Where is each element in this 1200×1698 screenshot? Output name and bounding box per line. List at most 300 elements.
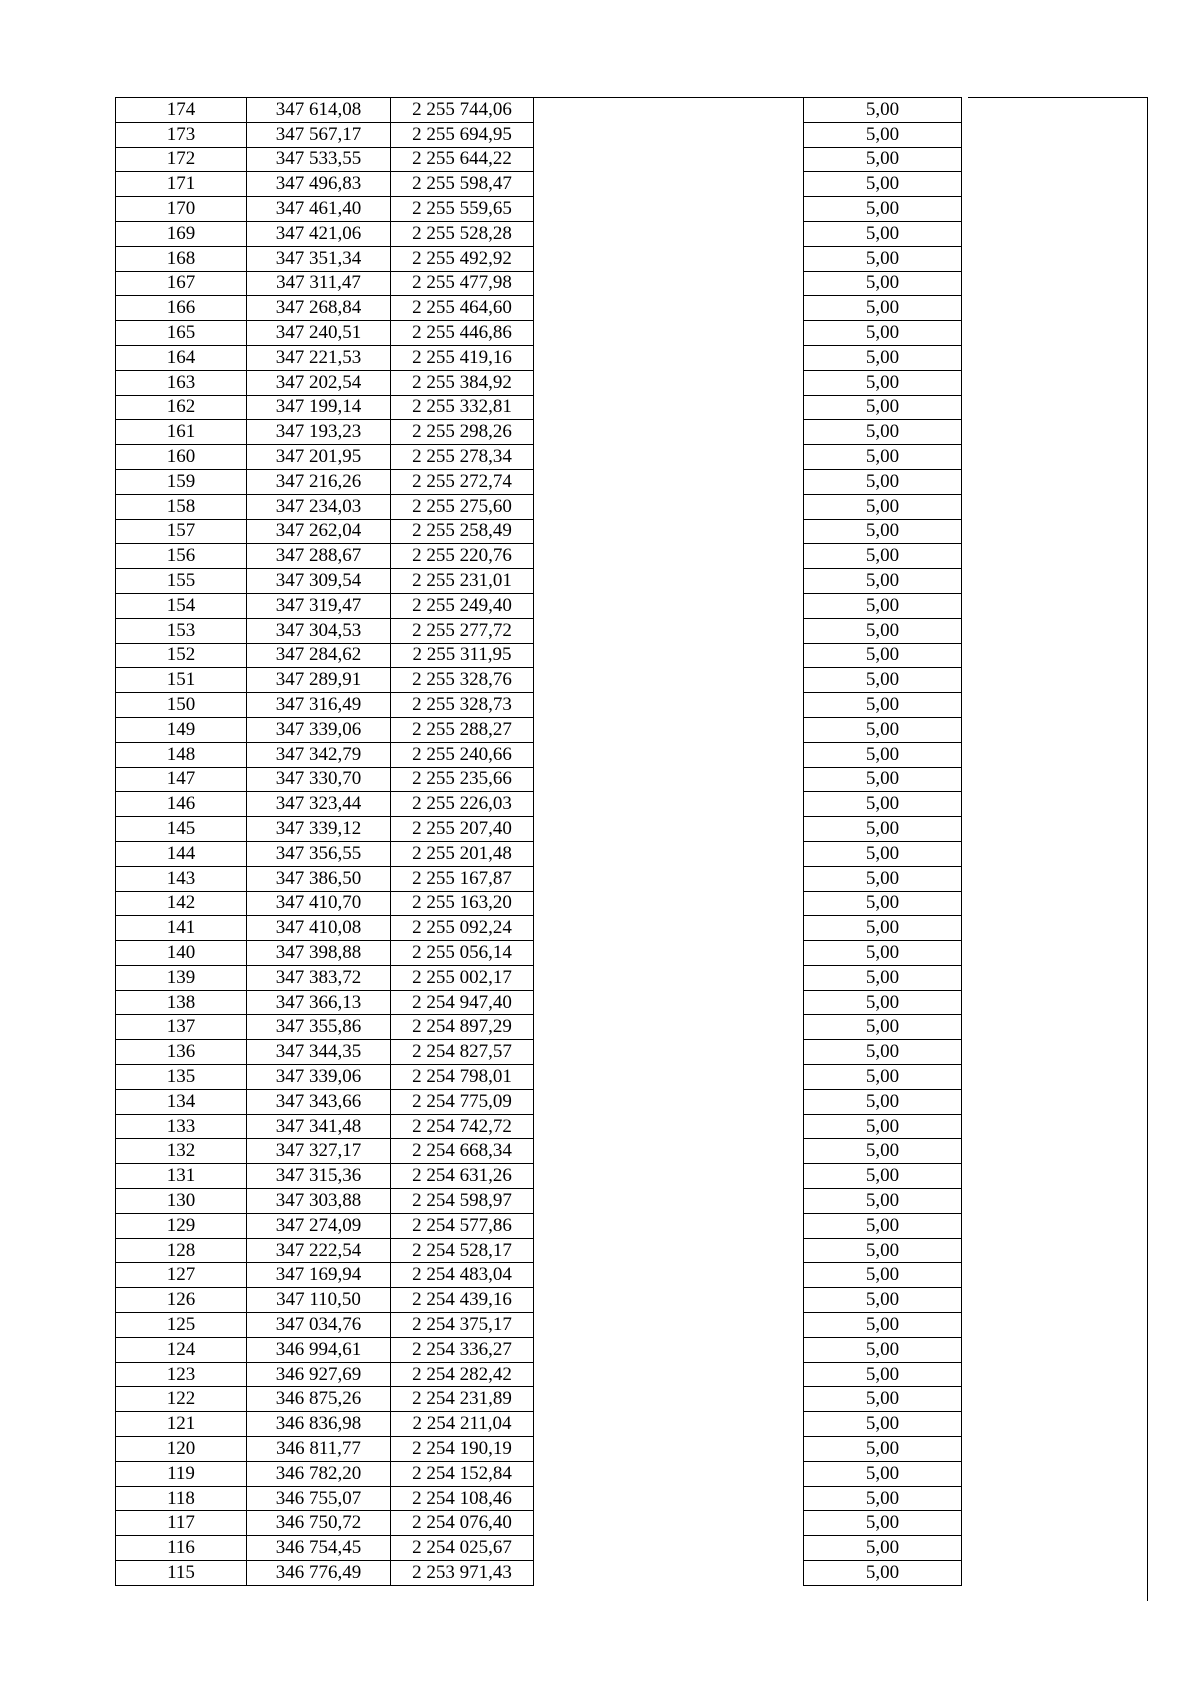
- y-coordinate-cell: 2 255 231,01: [391, 569, 534, 594]
- blank-cell: [962, 1561, 1150, 1586]
- blank-cell: [962, 345, 1150, 370]
- y-coordinate-cell: 2 255 384,92: [391, 370, 534, 395]
- blank-cell: [962, 98, 1150, 123]
- x-coordinate-cell: 347 268,84: [247, 296, 391, 321]
- table-row: [116, 271, 1150, 296]
- x-coordinate-cell: 347 398,88: [247, 941, 391, 966]
- value-cell: 5,00: [804, 1313, 962, 1338]
- table-row: [116, 841, 1150, 866]
- empty-cell: [534, 1238, 804, 1263]
- y-coordinate-cell: 2 255 235,66: [391, 767, 534, 792]
- y-coordinate-cell: 2 253 971,43: [391, 1561, 534, 1586]
- x-coordinate-cell: 347 288,67: [247, 544, 391, 569]
- point-number-cell: 163: [116, 370, 247, 395]
- blank-cell: [962, 469, 1150, 494]
- x-coordinate-cell: 347 330,70: [247, 767, 391, 792]
- x-coordinate-cell: 346 927,69: [247, 1362, 391, 1387]
- empty-cell: [534, 370, 804, 395]
- table-row: [116, 1387, 1150, 1412]
- value-cell: 5,00: [804, 1213, 962, 1238]
- empty-cell: [534, 792, 804, 817]
- x-coordinate-cell: 347 304,53: [247, 618, 391, 643]
- value-cell: 5,00: [804, 941, 962, 966]
- value-cell: 5,00: [804, 197, 962, 222]
- x-coordinate-cell: 347 356,55: [247, 841, 391, 866]
- x-coordinate-cell: 346 994,61: [247, 1337, 391, 1362]
- x-coordinate-cell: 347 234,03: [247, 494, 391, 519]
- blank-cell: [962, 841, 1150, 866]
- blank-cell: [962, 891, 1150, 916]
- x-coordinate-cell: 347 614,08: [247, 98, 391, 123]
- blank-cell: [962, 1213, 1150, 1238]
- x-coordinate-cell: 347 410,08: [247, 916, 391, 941]
- table-row: [116, 321, 1150, 346]
- blank-cell: [962, 1238, 1150, 1263]
- value-cell: 5,00: [804, 271, 962, 296]
- x-coordinate-cell: 347 289,91: [247, 668, 391, 693]
- value-cell: 5,00: [804, 1437, 962, 1462]
- table-row: [116, 420, 1150, 445]
- empty-cell: [534, 990, 804, 1015]
- point-number-cell: 139: [116, 965, 247, 990]
- x-coordinate-cell: 347 222,54: [247, 1238, 391, 1263]
- table-row: [116, 1065, 1150, 1090]
- x-coordinate-cell: 346 750,72: [247, 1511, 391, 1536]
- table-row: [116, 941, 1150, 966]
- empty-cell: [534, 1362, 804, 1387]
- table-body: [116, 98, 1150, 1586]
- blank-cell: [962, 1089, 1150, 1114]
- empty-cell: [534, 1114, 804, 1139]
- y-coordinate-cell: 2 255 258,49: [391, 519, 534, 544]
- blank-cell: [962, 1288, 1150, 1313]
- y-coordinate-cell: 2 255 226,03: [391, 792, 534, 817]
- y-coordinate-cell: 2 255 328,76: [391, 668, 534, 693]
- point-number-cell: 115: [116, 1561, 247, 1586]
- table-row: [116, 221, 1150, 246]
- empty-cell: [534, 593, 804, 618]
- point-number-cell: 167: [116, 271, 247, 296]
- value-cell: 5,00: [804, 1065, 962, 1090]
- table-row: [116, 1189, 1150, 1214]
- value-cell: 5,00: [804, 792, 962, 817]
- x-coordinate-cell: 347 193,23: [247, 420, 391, 445]
- value-cell: 5,00: [804, 1536, 962, 1561]
- blank-cell: [962, 593, 1150, 618]
- value-cell: 5,00: [804, 1387, 962, 1412]
- value-cell: 5,00: [804, 569, 962, 594]
- point-number-cell: 172: [116, 147, 247, 172]
- empty-cell: [534, 1536, 804, 1561]
- empty-cell: [534, 271, 804, 296]
- point-number-cell: 170: [116, 197, 247, 222]
- table-row: [116, 1536, 1150, 1561]
- value-cell: 5,00: [804, 370, 962, 395]
- empty-cell: [534, 1511, 804, 1536]
- point-number-cell: 119: [116, 1461, 247, 1486]
- table-row: [116, 370, 1150, 395]
- table-row: [116, 1040, 1150, 1065]
- value-cell: 5,00: [804, 445, 962, 470]
- point-number-cell: 142: [116, 891, 247, 916]
- blank-cell: [962, 817, 1150, 842]
- empty-cell: [534, 1040, 804, 1065]
- empty-cell: [534, 1263, 804, 1288]
- y-coordinate-cell: 2 254 577,86: [391, 1213, 534, 1238]
- value-cell: 5,00: [804, 1139, 962, 1164]
- x-coordinate-cell: 346 875,26: [247, 1387, 391, 1412]
- value-cell: 5,00: [804, 742, 962, 767]
- value-cell: 5,00: [804, 618, 962, 643]
- x-coordinate-cell: 347 262,04: [247, 519, 391, 544]
- table-row: [116, 519, 1150, 544]
- blank-cell: [962, 866, 1150, 891]
- x-coordinate-cell: 347 386,50: [247, 866, 391, 891]
- y-coordinate-cell: 2 254 798,01: [391, 1065, 534, 1090]
- blank-cell: [962, 370, 1150, 395]
- table-row: [116, 1486, 1150, 1511]
- y-coordinate-cell: 2 254 076,40: [391, 1511, 534, 1536]
- value-cell: 5,00: [804, 965, 962, 990]
- x-coordinate-cell: 347 366,13: [247, 990, 391, 1015]
- y-coordinate-cell: 2 255 744,06: [391, 98, 534, 123]
- table-row: [116, 98, 1150, 123]
- table-row: [116, 246, 1150, 271]
- point-number-cell: 160: [116, 445, 247, 470]
- blank-cell: [962, 693, 1150, 718]
- table-row: [116, 742, 1150, 767]
- blank-cell: [962, 519, 1150, 544]
- y-coordinate-cell: 2 254 439,16: [391, 1288, 534, 1313]
- y-coordinate-cell: 2 255 277,72: [391, 618, 534, 643]
- value-cell: 5,00: [804, 1412, 962, 1437]
- x-coordinate-cell: 346 776,49: [247, 1561, 391, 1586]
- value-cell: 5,00: [804, 147, 962, 172]
- y-coordinate-cell: 2 255 201,48: [391, 841, 534, 866]
- empty-cell: [534, 494, 804, 519]
- y-coordinate-cell: 2 255 278,34: [391, 445, 534, 470]
- point-number-cell: 151: [116, 668, 247, 693]
- table-row: [116, 197, 1150, 222]
- blank-cell: [962, 618, 1150, 643]
- table-row: [116, 990, 1150, 1015]
- point-number-cell: 125: [116, 1313, 247, 1338]
- point-number-cell: 148: [116, 742, 247, 767]
- table-row: [116, 1114, 1150, 1139]
- point-number-cell: 157: [116, 519, 247, 544]
- table-row: [116, 792, 1150, 817]
- x-coordinate-cell: 347 303,88: [247, 1189, 391, 1214]
- y-coordinate-cell: 2 254 631,26: [391, 1164, 534, 1189]
- empty-cell: [534, 122, 804, 147]
- point-number-cell: 129: [116, 1213, 247, 1238]
- blank-cell: [962, 1015, 1150, 1040]
- point-number-cell: 117: [116, 1511, 247, 1536]
- point-number-cell: 135: [116, 1065, 247, 1090]
- table-row: [116, 445, 1150, 470]
- point-number-cell: 153: [116, 618, 247, 643]
- empty-cell: [534, 246, 804, 271]
- y-coordinate-cell: 2 254 152,84: [391, 1461, 534, 1486]
- table-row: [116, 1511, 1150, 1536]
- table-row: [116, 1263, 1150, 1288]
- blank-cell: [962, 941, 1150, 966]
- empty-cell: [534, 321, 804, 346]
- point-number-cell: 143: [116, 866, 247, 891]
- x-coordinate-cell: 347 274,09: [247, 1213, 391, 1238]
- empty-cell: [534, 172, 804, 197]
- y-coordinate-cell: 2 255 332,81: [391, 395, 534, 420]
- y-coordinate-cell: 2 254 025,67: [391, 1536, 534, 1561]
- value-cell: 5,00: [804, 544, 962, 569]
- point-number-cell: 162: [116, 395, 247, 420]
- y-coordinate-cell: 2 254 775,09: [391, 1089, 534, 1114]
- blank-cell: [962, 246, 1150, 271]
- empty-cell: [534, 965, 804, 990]
- value-cell: 5,00: [804, 420, 962, 445]
- value-cell: 5,00: [804, 246, 962, 271]
- x-coordinate-cell: 346 755,07: [247, 1486, 391, 1511]
- value-cell: 5,00: [804, 1238, 962, 1263]
- point-number-cell: 133: [116, 1114, 247, 1139]
- empty-cell: [534, 296, 804, 321]
- empty-cell: [534, 197, 804, 222]
- table-row: [116, 122, 1150, 147]
- y-coordinate-cell: 2 255 272,74: [391, 469, 534, 494]
- table-row: [116, 593, 1150, 618]
- table-row: [116, 767, 1150, 792]
- y-coordinate-cell: 2 254 598,97: [391, 1189, 534, 1214]
- blank-cell: [962, 296, 1150, 321]
- table-row: [116, 693, 1150, 718]
- x-coordinate-cell: 347 315,36: [247, 1164, 391, 1189]
- y-coordinate-cell: 2 254 282,42: [391, 1362, 534, 1387]
- value-cell: 5,00: [804, 891, 962, 916]
- point-number-cell: 146: [116, 792, 247, 817]
- point-number-cell: 150: [116, 693, 247, 718]
- table-row: [116, 1164, 1150, 1189]
- empty-cell: [534, 1213, 804, 1238]
- table-row: [116, 1337, 1150, 1362]
- empty-cell: [534, 345, 804, 370]
- y-coordinate-cell: 2 255 240,66: [391, 742, 534, 767]
- table-row: [116, 891, 1150, 916]
- point-number-cell: 154: [116, 593, 247, 618]
- value-cell: 5,00: [804, 122, 962, 147]
- value-cell: 5,00: [804, 1561, 962, 1586]
- table-row: [116, 1412, 1150, 1437]
- table-row: [116, 544, 1150, 569]
- y-coordinate-cell: 2 255 220,76: [391, 544, 534, 569]
- table-row: [116, 147, 1150, 172]
- blank-cell: [962, 1164, 1150, 1189]
- x-coordinate-cell: 346 754,45: [247, 1536, 391, 1561]
- y-coordinate-cell: 2 255 644,22: [391, 147, 534, 172]
- y-coordinate-cell: 2 255 446,86: [391, 321, 534, 346]
- blank-cell: [962, 792, 1150, 817]
- y-coordinate-cell: 2 254 528,17: [391, 1238, 534, 1263]
- point-number-cell: 126: [116, 1288, 247, 1313]
- point-number-cell: 127: [116, 1263, 247, 1288]
- y-coordinate-cell: 2 255 464,60: [391, 296, 534, 321]
- table-row: [116, 1015, 1150, 1040]
- empty-cell: [534, 1437, 804, 1462]
- x-coordinate-cell: 347 327,17: [247, 1139, 391, 1164]
- x-coordinate-cell: 347 199,14: [247, 395, 391, 420]
- value-cell: 5,00: [804, 519, 962, 544]
- empty-cell: [534, 1387, 804, 1412]
- x-coordinate-cell: 347 309,54: [247, 569, 391, 594]
- point-number-cell: 121: [116, 1412, 247, 1437]
- x-coordinate-cell: 347 169,94: [247, 1263, 391, 1288]
- empty-cell: [534, 1337, 804, 1362]
- value-cell: 5,00: [804, 1164, 962, 1189]
- y-coordinate-cell: 2 255 249,40: [391, 593, 534, 618]
- value-cell: 5,00: [804, 767, 962, 792]
- empty-cell: [534, 544, 804, 569]
- y-coordinate-cell: 2 255 002,17: [391, 965, 534, 990]
- y-coordinate-cell: 2 255 598,47: [391, 172, 534, 197]
- table-row: [116, 1089, 1150, 1114]
- blank-cell: [962, 1337, 1150, 1362]
- empty-cell: [534, 1412, 804, 1437]
- table-row: [116, 569, 1150, 594]
- blank-cell: [962, 569, 1150, 594]
- blank-cell: [962, 147, 1150, 172]
- empty-cell: [534, 147, 804, 172]
- blank-cell: [962, 717, 1150, 742]
- value-cell: 5,00: [804, 221, 962, 246]
- value-cell: 5,00: [804, 643, 962, 668]
- x-coordinate-cell: 347 221,53: [247, 345, 391, 370]
- empty-cell: [534, 668, 804, 693]
- x-coordinate-cell: 347 567,17: [247, 122, 391, 147]
- y-coordinate-cell: 2 255 092,24: [391, 916, 534, 941]
- table-row: [116, 345, 1150, 370]
- table-row: [116, 1561, 1150, 1586]
- empty-cell: [534, 817, 804, 842]
- table-row: [116, 395, 1150, 420]
- point-number-cell: 155: [116, 569, 247, 594]
- value-cell: 5,00: [804, 345, 962, 370]
- blank-cell: [962, 1065, 1150, 1090]
- point-number-cell: 152: [116, 643, 247, 668]
- y-coordinate-cell: 2 255 207,40: [391, 817, 534, 842]
- value-cell: 5,00: [804, 1089, 962, 1114]
- value-cell: 5,00: [804, 593, 962, 618]
- y-coordinate-cell: 2 255 167,87: [391, 866, 534, 891]
- point-number-cell: 120: [116, 1437, 247, 1462]
- table-row: [116, 866, 1150, 891]
- empty-cell: [534, 1189, 804, 1214]
- empty-cell: [534, 420, 804, 445]
- value-cell: 5,00: [804, 668, 962, 693]
- blank-cell: [962, 1387, 1150, 1412]
- x-coordinate-cell: 347 339,06: [247, 717, 391, 742]
- empty-cell: [534, 941, 804, 966]
- point-number-cell: 118: [116, 1486, 247, 1511]
- empty-cell: [534, 866, 804, 891]
- value-cell: 5,00: [804, 321, 962, 346]
- value-cell: 5,00: [804, 990, 962, 1015]
- table-row: [116, 618, 1150, 643]
- blank-cell: [962, 1362, 1150, 1387]
- y-coordinate-cell: 2 254 897,29: [391, 1015, 534, 1040]
- table-row: [116, 1213, 1150, 1238]
- value-cell: 5,00: [804, 866, 962, 891]
- y-coordinate-cell: 2 255 311,95: [391, 643, 534, 668]
- blank-cell: [962, 1412, 1150, 1437]
- y-coordinate-cell: 2 255 694,95: [391, 122, 534, 147]
- blank-cell: [962, 1040, 1150, 1065]
- value-cell: 5,00: [804, 98, 962, 123]
- empty-cell: [534, 1313, 804, 1338]
- x-coordinate-cell: 347 034,76: [247, 1313, 391, 1338]
- empty-cell: [534, 1015, 804, 1040]
- y-coordinate-cell: 2 255 275,60: [391, 494, 534, 519]
- x-coordinate-cell: 347 202,54: [247, 370, 391, 395]
- blank-cell: [962, 916, 1150, 941]
- point-number-cell: 136: [116, 1040, 247, 1065]
- x-coordinate-cell: 347 421,06: [247, 221, 391, 246]
- x-coordinate-cell: 347 344,35: [247, 1040, 391, 1065]
- x-coordinate-cell: 347 410,70: [247, 891, 391, 916]
- blank-cell: [962, 1263, 1150, 1288]
- value-cell: 5,00: [804, 717, 962, 742]
- empty-cell: [534, 469, 804, 494]
- table-row: [116, 1313, 1150, 1338]
- blank-cell: [962, 643, 1150, 668]
- point-number-cell: 141: [116, 916, 247, 941]
- y-coordinate-cell: 2 254 483,04: [391, 1263, 534, 1288]
- blank-cell: [962, 742, 1150, 767]
- point-number-cell: 147: [116, 767, 247, 792]
- x-coordinate-cell: 347 316,49: [247, 693, 391, 718]
- point-number-cell: 164: [116, 345, 247, 370]
- empty-cell: [534, 1486, 804, 1511]
- value-cell: 5,00: [804, 1461, 962, 1486]
- blank-cell: [962, 767, 1150, 792]
- empty-cell: [534, 1065, 804, 1090]
- empty-cell: [534, 618, 804, 643]
- blank-cell: [962, 221, 1150, 246]
- point-number-cell: 132: [116, 1139, 247, 1164]
- blank-cell: [962, 1313, 1150, 1338]
- table-row: [116, 916, 1150, 941]
- point-number-cell: 137: [116, 1015, 247, 1040]
- value-cell: 5,00: [804, 916, 962, 941]
- x-coordinate-cell: 347 355,86: [247, 1015, 391, 1040]
- y-coordinate-cell: 2 255 328,73: [391, 693, 534, 718]
- point-number-cell: 173: [116, 122, 247, 147]
- blank-cell: [962, 395, 1150, 420]
- value-cell: 5,00: [804, 1189, 962, 1214]
- point-number-cell: 144: [116, 841, 247, 866]
- table-row: [116, 172, 1150, 197]
- y-coordinate-cell: 2 255 492,92: [391, 246, 534, 271]
- table-row: [116, 296, 1150, 321]
- empty-cell: [534, 221, 804, 246]
- blank-cell: [962, 122, 1150, 147]
- point-number-cell: 168: [116, 246, 247, 271]
- table-row: [116, 1139, 1150, 1164]
- x-coordinate-cell: 347 216,26: [247, 469, 391, 494]
- x-coordinate-cell: 347 383,72: [247, 965, 391, 990]
- blank-cell: [962, 1189, 1150, 1214]
- point-number-cell: 134: [116, 1089, 247, 1114]
- x-coordinate-cell: 346 836,98: [247, 1412, 391, 1437]
- x-coordinate-cell: 347 341,48: [247, 1114, 391, 1139]
